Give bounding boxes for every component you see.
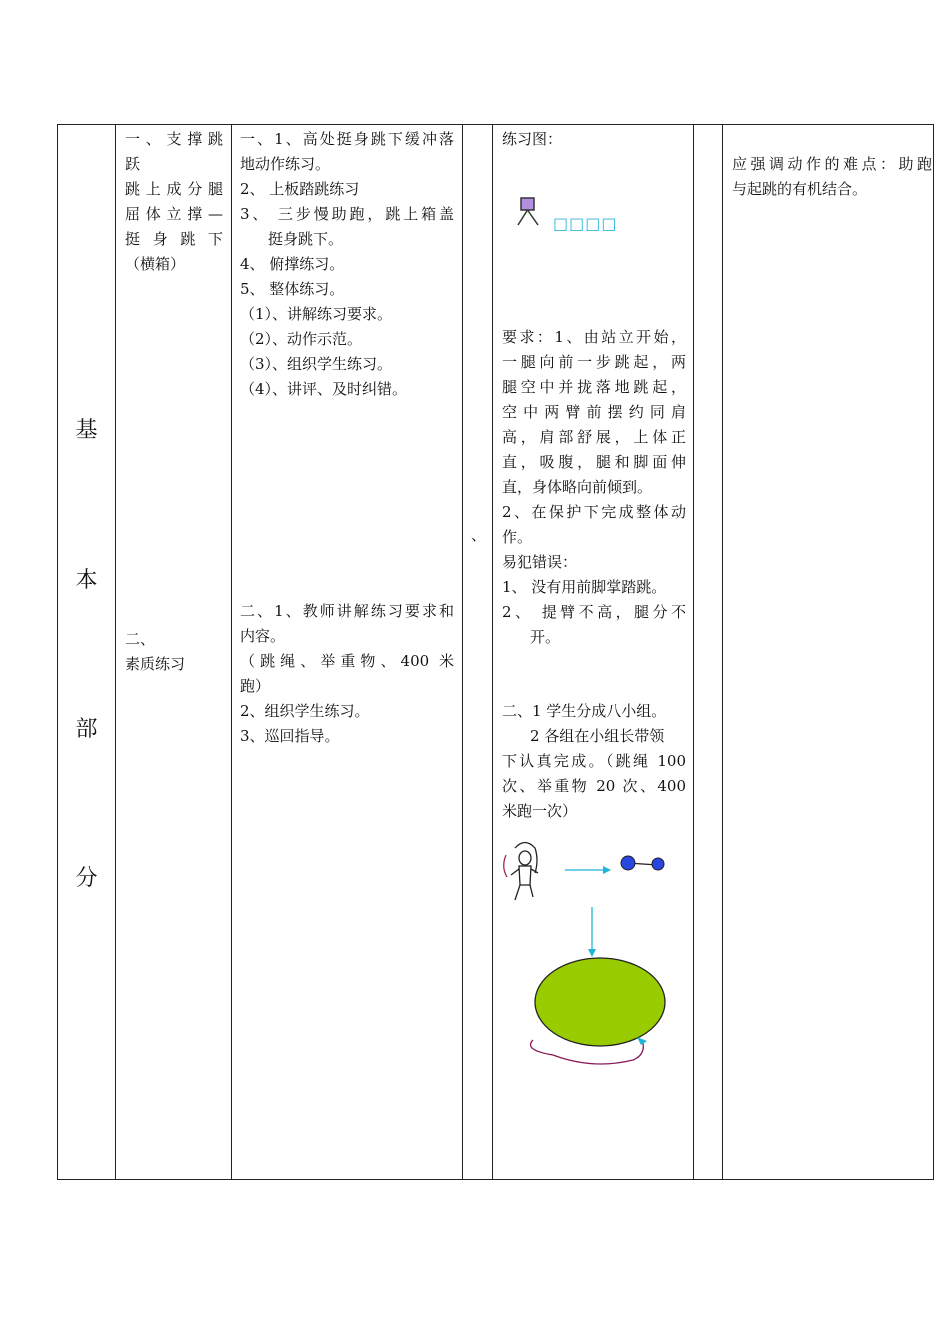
text-line: 开。: [530, 628, 561, 646]
text-line: 要求：1、由站立开始，: [502, 328, 686, 346]
text-line: 易犯错误：: [502, 553, 578, 571]
text-line: 一腿向前一步跳起，两: [502, 353, 686, 371]
text-line: 作。: [502, 528, 533, 546]
text-line: 直，吸腹，腿和脚面伸: [502, 453, 686, 471]
text-line: 空中两臂前摆约同肩: [502, 403, 686, 421]
text-line: 应强调动作的难点：助跑: [732, 155, 932, 173]
text-line: 一、支撑跳: [125, 130, 223, 148]
text-line: 3、巡回指导。: [240, 727, 340, 745]
text-line: （3）、组织学生练习。: [240, 355, 393, 373]
dumbbell-weight-icon: [652, 858, 664, 870]
text-line: 2、 提臂不高，腿分不: [502, 603, 686, 621]
text-line: 跑）: [240, 677, 271, 695]
text-line: 腿空中并拢落地跳起，: [502, 378, 686, 396]
running-field-icon: [535, 958, 665, 1046]
text-line: 二、: [125, 630, 156, 648]
arrowhead-down-icon: [588, 949, 596, 957]
text-line: （2）、动作示范。: [240, 330, 363, 348]
text-line: 挺 身 跳 下: [125, 230, 223, 248]
figure-label: □□□□: [553, 214, 618, 233]
lesson-plan-table: [57, 124, 934, 1180]
text-line: 4、 俯撑练习。: [240, 255, 345, 273]
text-line: 高，肩部舒展，上体正: [502, 428, 686, 446]
text-line: 一、1、高处挺身跳下缓冲落: [240, 130, 454, 148]
arrowhead-right-icon: [603, 866, 611, 874]
text-line: 跃: [125, 155, 141, 173]
text-line: 内容。: [240, 627, 286, 645]
text-line: 屈体立撑—: [125, 205, 223, 223]
text-line: 下认真完成。（跳绳 100: [502, 752, 686, 770]
text-line: 米跑一次）: [502, 802, 578, 820]
circuit-diagram: [493, 125, 693, 1179]
text-line: 5、 整体练习。: [240, 280, 345, 298]
text-line: （4）、讲评、及时纠错。: [240, 380, 408, 398]
notes-column: [723, 125, 934, 1180]
teacher-part-1: [240, 127, 454, 402]
text-line: 3、 三步慢助跑，跳上箱盖: [240, 205, 454, 223]
text-line: 与起跳的有机结合。: [732, 180, 868, 198]
content-item-2: [125, 627, 223, 677]
student-column: [493, 125, 694, 1180]
practice-heading: 练习图：: [502, 130, 563, 148]
text-line: 次、举重物 20 次、400: [502, 777, 686, 795]
text-line: 直，身体略向前倾到。: [502, 478, 653, 496]
stray-mark: 、: [471, 526, 487, 544]
section-column: [58, 125, 116, 1180]
notes-text: [732, 152, 932, 202]
content-item-1: [125, 127, 223, 277]
run-arrowhead-icon: [637, 1037, 647, 1045]
section-char: 部: [75, 717, 98, 742]
teacher-column: [232, 125, 463, 1180]
jump-rope-person-icon: [504, 843, 538, 901]
section-char: 本: [75, 568, 98, 593]
text-line: 跳上成分腿: [125, 180, 223, 198]
text-line: 2 各组在小组长带领: [530, 727, 665, 745]
dumbbell-weight-icon: [621, 856, 635, 870]
text-line: 二、1 学生分成八小组。: [502, 702, 667, 720]
text-line: 二、1、教师讲解练习要求和: [240, 602, 454, 620]
text-line: （跳绳、举重物、400 米: [240, 652, 454, 670]
section-char: 基: [75, 418, 98, 443]
text-line: 地动作练习。: [240, 155, 331, 173]
teacher-part-2: [240, 599, 454, 749]
narrow-column-1: [463, 125, 493, 1180]
text-line: 2、 上板踏跳练习: [240, 180, 360, 198]
text-line: 1、 没有用前脚掌踏跳。: [502, 578, 667, 596]
narrow-column-2: [694, 125, 723, 1180]
text-line: 挺身跳下。: [268, 230, 344, 248]
text-line: 2、组织学生练习。: [240, 702, 370, 720]
text-line: （1）、讲解练习要求。: [240, 305, 393, 323]
section-char: 分: [75, 866, 98, 891]
text-line: 2、在保护下完成整体动: [502, 503, 686, 521]
text-line: 素质练习: [125, 655, 186, 673]
content-column: [116, 125, 232, 1180]
text-line: （横箱）: [125, 255, 186, 273]
